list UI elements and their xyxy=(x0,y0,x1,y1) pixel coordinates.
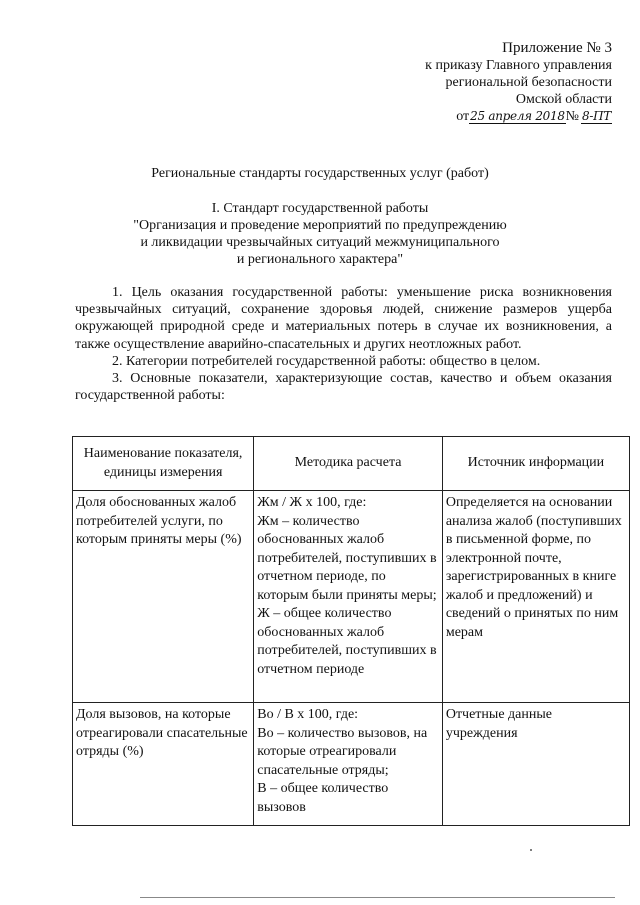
table-row xyxy=(73,491,630,703)
method-term: Ж – общее количество обоснованных жалоб потребителей, поступивших в отчетном периоде xyxy=(257,606,437,677)
appendix-header xyxy=(425,40,612,125)
handwritten-number: 8-ПТ xyxy=(582,109,611,123)
method-cell xyxy=(254,703,443,826)
appendix-line-1: к приказу Главного управления xyxy=(425,58,612,73)
indicator-name-cell: Доля обоснованных жалоб потребителей услуги, по которым приняты меры (%) xyxy=(73,491,254,703)
method-formula: Во / В х 100, где: xyxy=(257,707,359,722)
scan-speck xyxy=(530,849,532,851)
order-date-line xyxy=(456,108,612,125)
date-prefix: от xyxy=(456,109,470,124)
table-header-row xyxy=(73,437,630,491)
document-title: Региональные стандарты государственных услуг (работ) xyxy=(151,166,489,181)
indicators-table xyxy=(72,436,630,826)
header-indicator-name: Наименование показателя, единицы измерения xyxy=(73,437,254,491)
work-name-line-3: и регионального характера" xyxy=(236,252,404,267)
standard-title xyxy=(0,200,640,268)
method-term: Жм – количество обоснованных жалоб потребителей, поступивших в отчетном периоде, по которым были приняты меры; xyxy=(257,513,437,603)
footer-line xyxy=(140,897,615,898)
handwritten-date: 25 апреля 2018 xyxy=(470,109,565,123)
header-method: Методика расчета xyxy=(254,437,443,491)
source-cell: Отчетные данные учреждения xyxy=(442,703,629,826)
section-heading: I. Стандарт государственной работы xyxy=(211,201,429,216)
table-row xyxy=(73,703,630,826)
work-name-line-1: "Организация и проведение мероприятий по предупреждению xyxy=(133,218,507,233)
source-cell: Определяется на основании анализа жалоб (поступивших в письменной форме, по электронной почте, зарегистрированных в книге жалоб и предложений) и сведений о принятых по ним мерам xyxy=(442,491,629,703)
number-prefix: № xyxy=(565,109,580,124)
appendix-number: Приложение № 3 xyxy=(502,40,612,56)
work-name-line-2: и ликвидации чрезвычайных ситуаций межмуниципального xyxy=(140,235,500,250)
method-term: Во – количество вызовов, на которые отреагировали спасательные отряды; xyxy=(257,725,428,778)
paragraph-indicators: 3. Основные показатели, характеризующие состав, качество и объем оказания государственной работы: xyxy=(75,371,612,404)
header-source: Источник информации xyxy=(442,437,629,491)
method-formula: Жм / Ж х 100, где: xyxy=(257,495,367,510)
paragraph-purpose: 1. Цель оказания государственной работы: уменьшение риска возникновения чрезвычайных ситуаций, сохранение здоровья людей, снижение размеров ущерба окружающей природной среде и материальных потерь в случае их возникновения, а также осуществление аварийно-спасательных и других неотложных работ. xyxy=(75,285,612,352)
indicator-name-cell: Доля вызовов, на которые отреагировали спасательные отряды (%) xyxy=(73,703,254,826)
method-term: В – общее количество вызовов xyxy=(257,781,389,815)
appendix-line-3: Омской области xyxy=(515,92,612,107)
appendix-line-2: региональной безопасности xyxy=(445,75,612,90)
method-cell xyxy=(254,491,443,703)
body-text xyxy=(75,284,612,404)
paragraph-consumers: 2. Категории потребителей государственной работы: общество в целом. xyxy=(112,353,541,369)
